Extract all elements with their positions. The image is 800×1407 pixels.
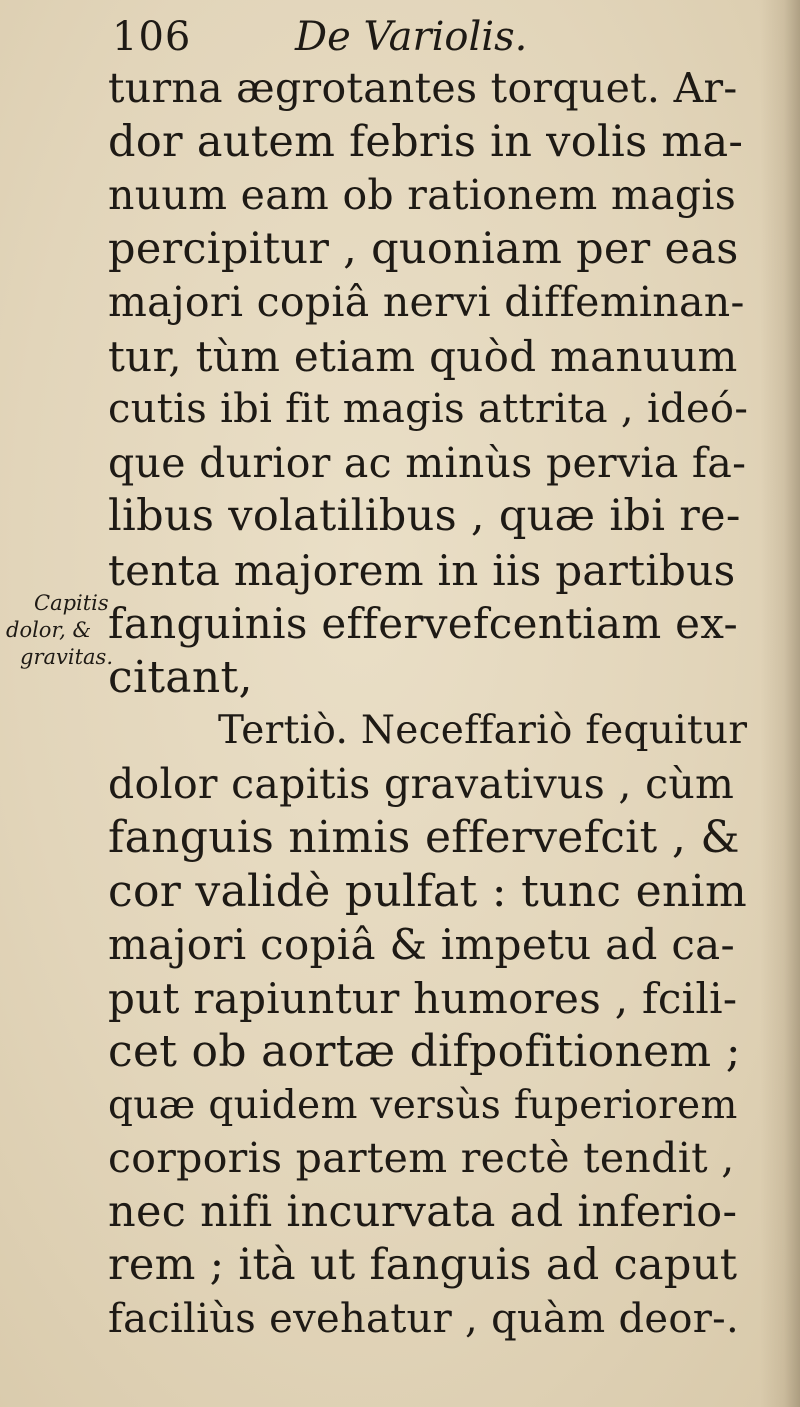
running-head: De Variolis. (295, 14, 528, 60)
text-line: tur, tùm etiam quòd manuum (108, 331, 738, 381)
text-line: majori copiâ & impetu ad ca- (108, 920, 735, 969)
text-line: quæ quidem versùs fuperiorem (108, 1082, 738, 1128)
page-edge-shadow (760, 0, 800, 1407)
text-line: rem ; ità ut fanguis ad caput (108, 1240, 738, 1290)
text-line: percipitur , quoniam per eas (108, 223, 739, 274)
margin-note-line: Capitis (34, 591, 109, 615)
text-line: libus volatilibus , quæ ibi re- (108, 491, 741, 541)
text-line: cor validè pulfat : tunc enim (108, 865, 748, 917)
text-line: cutis ibi fit magis attrita , ideó- (108, 386, 749, 432)
text-line: Tertiò. Neceffariò fequitur (218, 708, 748, 753)
text-line: dor autem febris in volis ma- (108, 116, 744, 167)
text-line: faciliùs evehatur , quàm deor-. (108, 1295, 739, 1342)
text-line: put rapiuntur humores , fcili- (108, 973, 738, 1023)
text-line: fanguinis effervefcentiam ex- (108, 599, 739, 648)
text-line: majori copiâ nervi diffeminan- (108, 278, 745, 326)
text-line: cet ob aortæ difpofitionem ; (108, 1026, 741, 1077)
text-line: que durior ac minùs pervia fa- (108, 438, 747, 487)
page-number: 106 (112, 14, 192, 60)
margin-note (6, 590, 116, 671)
text-line: nuum eam ob rationem magis (108, 171, 737, 219)
text-line: nec nifi incurvata ad inferio- (108, 1186, 738, 1237)
text-line: turna ægrotantes torquet. Ar- (108, 64, 738, 112)
text-line: fanguis nimis effervefcit , & (108, 812, 740, 863)
margin-note-line: dolor, & (6, 618, 92, 642)
margin-note-line: gravitas. (20, 645, 113, 669)
text-line: corporis partem rectè tendit , (108, 1134, 735, 1182)
text-line: tenta majorem in iis partibus (108, 545, 736, 595)
body-text (108, 62, 748, 1346)
text-line: citant, (108, 651, 253, 703)
text-line: dolor capitis gravativus , cùm (108, 759, 735, 808)
